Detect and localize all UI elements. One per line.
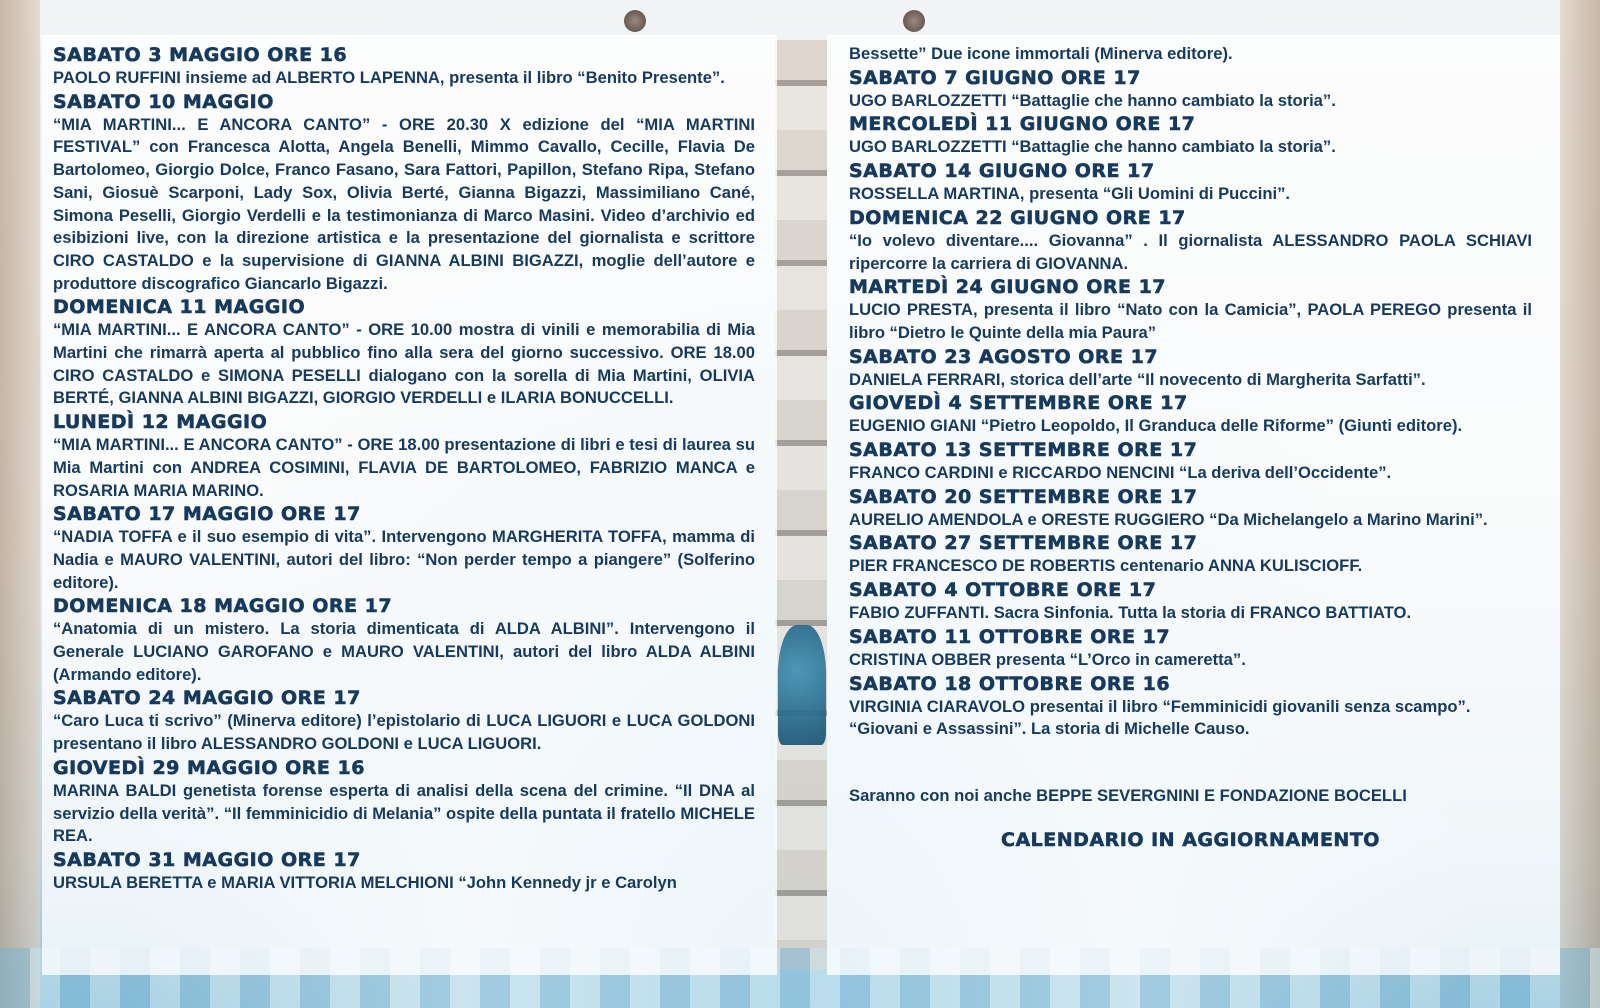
event-description: UGO BARLOZZETTI “Battaglie che hanno cambiato la storia”. bbox=[849, 137, 1336, 157]
event-description: LUCIO PRESTA, presenta il libro “Nato con la Camicia”, PAOLA PEREGO presenta il libro “Dietro le Quinte della mia Paura” bbox=[849, 300, 1532, 342]
event-entry bbox=[53, 502, 755, 594]
event-description: PIER FRANCESCO DE ROBERTIS centenario ANNA KULISCIOFF. bbox=[849, 556, 1363, 576]
event-entry bbox=[53, 686, 755, 755]
event-entry bbox=[53, 756, 755, 848]
right-column-panel bbox=[827, 35, 1560, 975]
background-dome-right bbox=[903, 10, 925, 32]
event-heading: SABATO 11 OTTOBRE ORE 17 bbox=[849, 625, 1171, 648]
event-heading: DOMENICA 22 GIUGNO ORE 17 bbox=[849, 206, 1186, 229]
event-entry bbox=[849, 206, 1532, 275]
event-heading: MERCOLEDÌ 11 GIUGNO ORE 17 bbox=[849, 113, 1196, 136]
event-description: ROSSELLA MARTINA, presenta “Gli Uomini di Puccini”. bbox=[849, 184, 1291, 204]
event-heading: SABATO 3 MAGGIO ORE 16 bbox=[53, 44, 348, 66]
event-entry bbox=[53, 43, 755, 90]
event-heading: SABATO 17 MAGGIO ORE 17 bbox=[53, 503, 361, 526]
event-heading: GIOVEDÌ 29 MAGGIO ORE 16 bbox=[53, 756, 365, 779]
event-entry bbox=[849, 485, 1532, 532]
calendar-update-notice: CALENDARIO IN AGGIORNAMENTO bbox=[1001, 828, 1380, 851]
left-column-panel bbox=[42, 35, 777, 975]
event-entry bbox=[849, 578, 1532, 625]
event-heading: SABATO 18 OTTOBRE ORE 16 bbox=[849, 672, 1171, 695]
event-entry bbox=[849, 345, 1532, 392]
event-entry bbox=[53, 90, 755, 296]
event-description: URSULA BERETTA e MARIA VITTORIA MELCHIONI “John Kennedy jr e Carolyn bbox=[53, 872, 677, 892]
event-heading: SABATO 31 MAGGIO ORE 17 bbox=[53, 848, 361, 871]
event-description: PAOLO RUFFINI insieme ad ALBERTO LAPENNA, presenta il libro “Benito Presente”. bbox=[53, 68, 725, 87]
event-entry bbox=[849, 112, 1532, 159]
event-entry bbox=[53, 295, 755, 410]
event-description: DANIELA FERRARI, storica dell’arte “Il novecento di Margherita Sarfatti”. bbox=[849, 369, 1426, 389]
event-entry bbox=[849, 159, 1532, 206]
event-entry bbox=[849, 438, 1532, 485]
event-entry bbox=[849, 625, 1532, 672]
event-heading: LUNEDÌ 12 MAGGIO bbox=[53, 411, 268, 434]
event-description: EUGENIO GIANI “Pietro Leopoldo, Il Granduca delle Riforme” (Giunti editore). bbox=[849, 416, 1463, 436]
event-heading: DOMENICA 11 MAGGIO bbox=[53, 296, 306, 319]
background-architecture-left bbox=[0, 0, 40, 1008]
background-column-center bbox=[775, 40, 827, 970]
event-description: “Io volevo diventare.... Giovanna” . Il giornalista ALESSANDRO PAOLA SCHIAVI ripercorre la carriera di GIOVANNA. bbox=[849, 230, 1532, 273]
event-description: “Caro Luca ti scrivo” (Minerva editore) l’epistolario di LUCA LIGUORI e LUCA GOLDONI presentano il libro ALESSANDRO GOLDONI e LUCA LIGUORI. bbox=[53, 711, 755, 754]
event-entry bbox=[849, 672, 1532, 741]
background-dome-left bbox=[624, 10, 646, 32]
event-heading: SABATO 4 OTTOBRE ORE 17 bbox=[849, 579, 1157, 602]
event-description: UGO BARLOZZETTI “Battaglie che hanno cambiato la storia”. bbox=[849, 90, 1336, 110]
event-heading: SABATO 7 GIUGNO ORE 17 bbox=[849, 66, 1141, 89]
event-description: VIRGINIA CIARAVOLO presentai il libro “Femminicidi giovanili senza scampo”. “Giovani e Assassini”. La storia di Michelle Causo. bbox=[849, 696, 1471, 739]
event-heading: SABATO 27 SETTEMBRE ORE 17 bbox=[849, 532, 1198, 555]
event-description: AURELIO AMENDOLA e ORESTE RUGGIERO “Da Michelangelo a Marino Marini”. bbox=[849, 509, 1488, 529]
event-description: “MIA MARTINI... E ANCORA CANTO” - ORE 10.00 mostra di vinili e memorabilia di Mia Martini che rimarrà aperta al pubblico fino alla sera del giorno successivo. ORE 18.00 CIRO CASTALDO e SIMONA PESELLI dialogano con la sorella di Mia Martini, OLIVIA BERTÉ, GIANNA ALBINI BIGAZZI, GIORGIO VERDELLI e ILARIA BONUCCELLI. bbox=[53, 320, 755, 408]
event-description: MARINA BALDI genetista forense esperta di analisi della scena del crimine. “Il DNA al servizio della verità”. “Il femminicidio di Melania” ospite della puntata il fratello MICHELE REA. bbox=[53, 780, 755, 846]
event-entry bbox=[53, 410, 755, 502]
event-description: “NADIA TOFFA e il suo esempio di vita”. Intervengono MARGHERITA TOFFA, mamma di Nadia e MAURO VALENTINI, autori del libro: “Non perder tempo a piangere” (Solferino editore). bbox=[53, 527, 755, 592]
event-description: FRANCO CARDINI e RICCARDO NENCINI “La deriva dell’Occidente”. bbox=[849, 463, 1392, 483]
event-entry bbox=[849, 531, 1532, 578]
guests-note: Saranno con noi anche BEPPE SEVERGNINI E FONDAZIONE BOCELLI bbox=[849, 785, 1407, 805]
event-description: FABIO ZUFFANTI. Sacra Sinfonia. Tutta la storia di FRANCO BATTIATO. bbox=[849, 603, 1412, 623]
event-heading: DOMENICA 18 MAGGIO ORE 17 bbox=[53, 595, 393, 618]
event-description-continuation: Bessette” Due icone immortali (Minerva editore). bbox=[849, 44, 1233, 63]
event-entry bbox=[849, 275, 1532, 344]
event-heading: SABATO 10 MAGGIO bbox=[53, 90, 274, 113]
event-heading: SABATO 20 SETTEMBRE ORE 17 bbox=[849, 485, 1198, 508]
event-description: “MIA MARTINI... E ANCORA CANTO” - ORE 18.00 presentazione di libri e tesi di laurea su Mia Martini con ANDREA COSIMINI, FLAVIA DE BARTOLOMEO, FABRIZIO MANCA e ROSARIA MARIA MARINO. bbox=[53, 435, 755, 500]
event-heading: SABATO 23 AGOSTO ORE 17 bbox=[849, 345, 1159, 368]
event-heading: SABATO 14 GIUGNO ORE 17 bbox=[849, 160, 1155, 183]
event-entry bbox=[53, 848, 755, 895]
background-architecture-right bbox=[1560, 0, 1600, 1008]
event-description: “MIA MARTINI... E ANCORA CANTO” - ORE 20.30 X edizione del “MIA MARTINI FESTIVAL” con Francesca Alotta, Angela Benelli, Mimmo Cavallo, Cecille, Flavia De Bartolomeo, Giorgio Dolce, Franco Fasano, Sara Fattori, Papillon, Stefano Ripa, Stefano Sani, Giosuè Scarponi, Lady Sox, Olivia Berté, Gianna Bigazzi, Massimiliano Cané, Simona Peselli, Giorgio Verdelli e la testimonianza di Marco Masini. Video d’archivio ed esibizioni live, con la direzione artistica e la presentazione del giornalista e scrittore CIRO CASTALDO e la supervisione di GIANNA ALBINI BIGAZZI, moglie dell’autore e produttore discografico Giancarlo Bigazzi. bbox=[53, 114, 755, 293]
event-description: “Anatomia di un mistero. La storia dimenticata di ALDA ALBINI”. Intervengono il Generale LUCIANO GAROFANO e MAURO VALENTINI, autori del libro ALDA ALBINI (Armando editore). bbox=[53, 619, 755, 684]
event-heading: SABATO 13 SETTEMBRE ORE 17 bbox=[849, 439, 1198, 462]
event-heading: SABATO 24 MAGGIO ORE 17 bbox=[53, 687, 361, 710]
background-statue bbox=[778, 625, 826, 745]
event-entry bbox=[849, 66, 1532, 113]
event-heading: MARTEDÌ 24 GIUGNO ORE 17 bbox=[849, 276, 1167, 299]
event-heading: GIOVEDÌ 4 SETTEMBRE ORE 17 bbox=[849, 392, 1188, 415]
event-description: CRISTINA OBBER presenta “L’Orco in cameretta”. bbox=[849, 649, 1246, 669]
event-entry bbox=[53, 594, 755, 686]
event-entry bbox=[849, 391, 1532, 438]
